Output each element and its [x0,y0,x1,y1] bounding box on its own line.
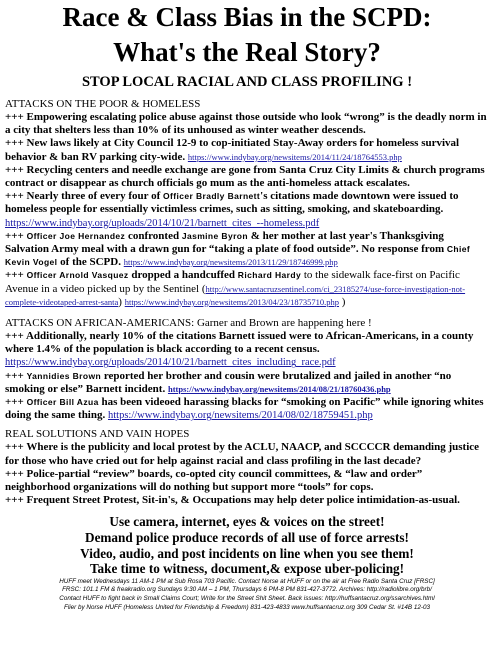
paragraph [5,370,489,396]
paragraph [5,137,489,163]
paragraph-text: +++ Nearly three of every four of [5,190,163,203]
paragraph-text: of the SCPD. [57,256,124,269]
paragraph: +++ Recycling centers and needle exchange are gone from Santa Cruz City Limits & church programs contract or disappear as church officials go mum as the anti-homeless attack escalates. [5,163,485,190]
article-link[interactable]: https://www.indybay.org/newsitems/2014/11/24/18764553.php [187,151,402,162]
officer-name: Officer Bradly Barnett [163,191,261,202]
call-to-action: Take time to witness, document,& expose uber-policing! [89,561,405,577]
paragraph-text: +++ Additionally, nearly 10% of the citations Barnett issued were to African-Americans, in a county where 1.4% of the population is black according to a recent census. [5,330,474,356]
fine-print-line: Contact HUFF to fight back in Small Claims Court; Write for the Street Shit Sheet. Back issues: http://huffsantacruz.org/ssarchives.html [59,595,435,603]
sentinel-link[interactable]: http://www.santacruzsentinel.com/ci_23185274/use-force-investigation-not-complete-videotaped-arrest-santa [5,283,466,307]
paragraph-text: has been videoed harassing blacks for “smoking on Pacific” while ignoring whites doing the same thing. [5,396,484,422]
fine-print-line: FRSC: 101.1 FM & freakradio.org Sundays 9:30 AM – 1 PM, Thursdays 6 PM-8 PM 831-427-3772. Archives: http://radiolibre.org/brb/ [62,586,432,594]
flyer-tagline: STOP LOCAL RACIAL AND CLASS PROFILING ! [81,74,413,90]
paragraph: +++ Where is the publicity and local protest by the ACLU, NAACP, and SCCCCR demanding justice for those who have cried out for help against racial and class profiling in the last decade? [5,441,480,467]
article-link[interactable]: https://www.indybay.org/newsitems/2014/08/21/18760436.php [167,383,391,394]
section-poor-homeless [5,98,489,309]
paragraph-text: +++ [5,229,27,242]
article-link[interactable]: https://www.indybay.org/newsitems/2014/08/02/18759451.php [108,410,373,422]
section-heading: ATTACKS ON THE POOR & HOMELESS [5,98,201,110]
officer-name: Chief Kevin Vogel [5,244,471,268]
paragraph [5,269,489,309]
call-to-action: Use camera, internet, eyes & voices on the street! [109,514,385,530]
section-heading: ATTACKS ON AFRICAN-AMERICANS: Garner and Brown are happening here ! [5,317,372,330]
paragraph-text: +++ [5,369,27,382]
paragraph-text: +++ New laws likely at City Council 12-9 to cop-initiated Stay-Away orders for homeless survival behavior & ban RV parking city-wide. [5,137,460,163]
contact-fine-print [5,578,489,612]
paragraph-text: dropped a handcuffed [128,269,238,282]
article-link[interactable]: https://www.indybay.org/newsitems/2013/04/23/18735710.php [124,296,340,307]
paragraph-text: +++ [5,396,27,409]
paragraph-text: to the sidewalk face-first on Pacific Avenue in a video picked up by the Sentinel ( [5,269,460,295]
section-african-americans [5,317,489,422]
section-solutions [5,428,489,507]
paragraph-text: ) [118,295,125,308]
person-name: Jasmine Byron [181,230,248,241]
paragraph-text: ) [339,295,346,308]
pdf-link[interactable]: https://www.indybay.org/uploads/2014/10/21/barnett_cites_--homeless.pdf [5,217,320,229]
paragraph: +++ Empowering escalating police abuse against those outside who look “wrong” is the deadly norm in a city that shelters less than 10% of its unhoused as winter weather descends. [5,111,487,137]
section-heading: REAL SOLUTIONS AND VAIN HOPES [5,428,190,441]
flyer-subtitle: What's the Real Story? [113,37,381,67]
paragraph-text: & her mother at last year's Thanksgiving Salvation Army meal with a drawn gun for “taking a plate of food outside”. No response from [5,229,447,256]
call-to-action: Demand police produce records of all use of force arrests! [85,530,409,546]
call-to-action: Video, audio, and post incidents on line when you see them! [80,545,414,561]
paragraph-text: 's citations made downtown were issued to homeless people for essentially victimless crimes, such as sitting, smoking, and skateboarding. [5,190,459,216]
paragraph-text: +++ [5,269,27,282]
officer-name: Officer Joe Hernandez [26,230,126,241]
officer-name: Officer Bill Azua [26,397,99,408]
call-to-action-block [5,514,489,576]
flyer-title: Race & Class Bias in the SCPD: [62,2,432,32]
paragraph: +++ Police-partial “review” boards, co-opted city council committees, & “law and order” neighborhood organizations will do nothing but support more “tools” for cops. [5,467,423,494]
paragraph [5,396,489,422]
person-name: Yannidies Brown [26,370,102,381]
person-name: Richard Hardy [237,270,302,281]
paragraph-text: reported her brother and cousin were brutalized and jailed in another “no smoking or else” Barnett incident. [5,369,452,395]
paragraph [5,190,489,230]
paragraph [5,230,489,270]
paragraph-text: confronted [125,229,182,242]
paragraph: +++ Frequent Street Protest, Sit-in's, & Occupations may help deter police intimidation-as-usual. [5,494,460,507]
fine-print-line: HUFF meet Wednesdays 11 AM-1 PM at Sub Rosa 703 Pacific. Contact Norse at HUFF or on the air at Free Radio Santa Cruz [FRSC] [59,577,435,585]
pdf-link[interactable]: https://www.indybay.org/uploads/2014/10/21/barnett_cites_including_race.pdf [5,357,336,369]
officer-name: Officer Arnold Vasquez [26,270,129,281]
article-link[interactable]: https://www.indybay.org/newsitems/2013/11/29/18746999.php [123,257,338,268]
fine-print-line: Flier by Norse HUFF (Homeless United for Friendship & Freedom) 831-423-4833 www.huffsantacruz.org 309 Cedar St. #14B 12-03 [64,603,430,611]
paragraph [5,330,489,370]
